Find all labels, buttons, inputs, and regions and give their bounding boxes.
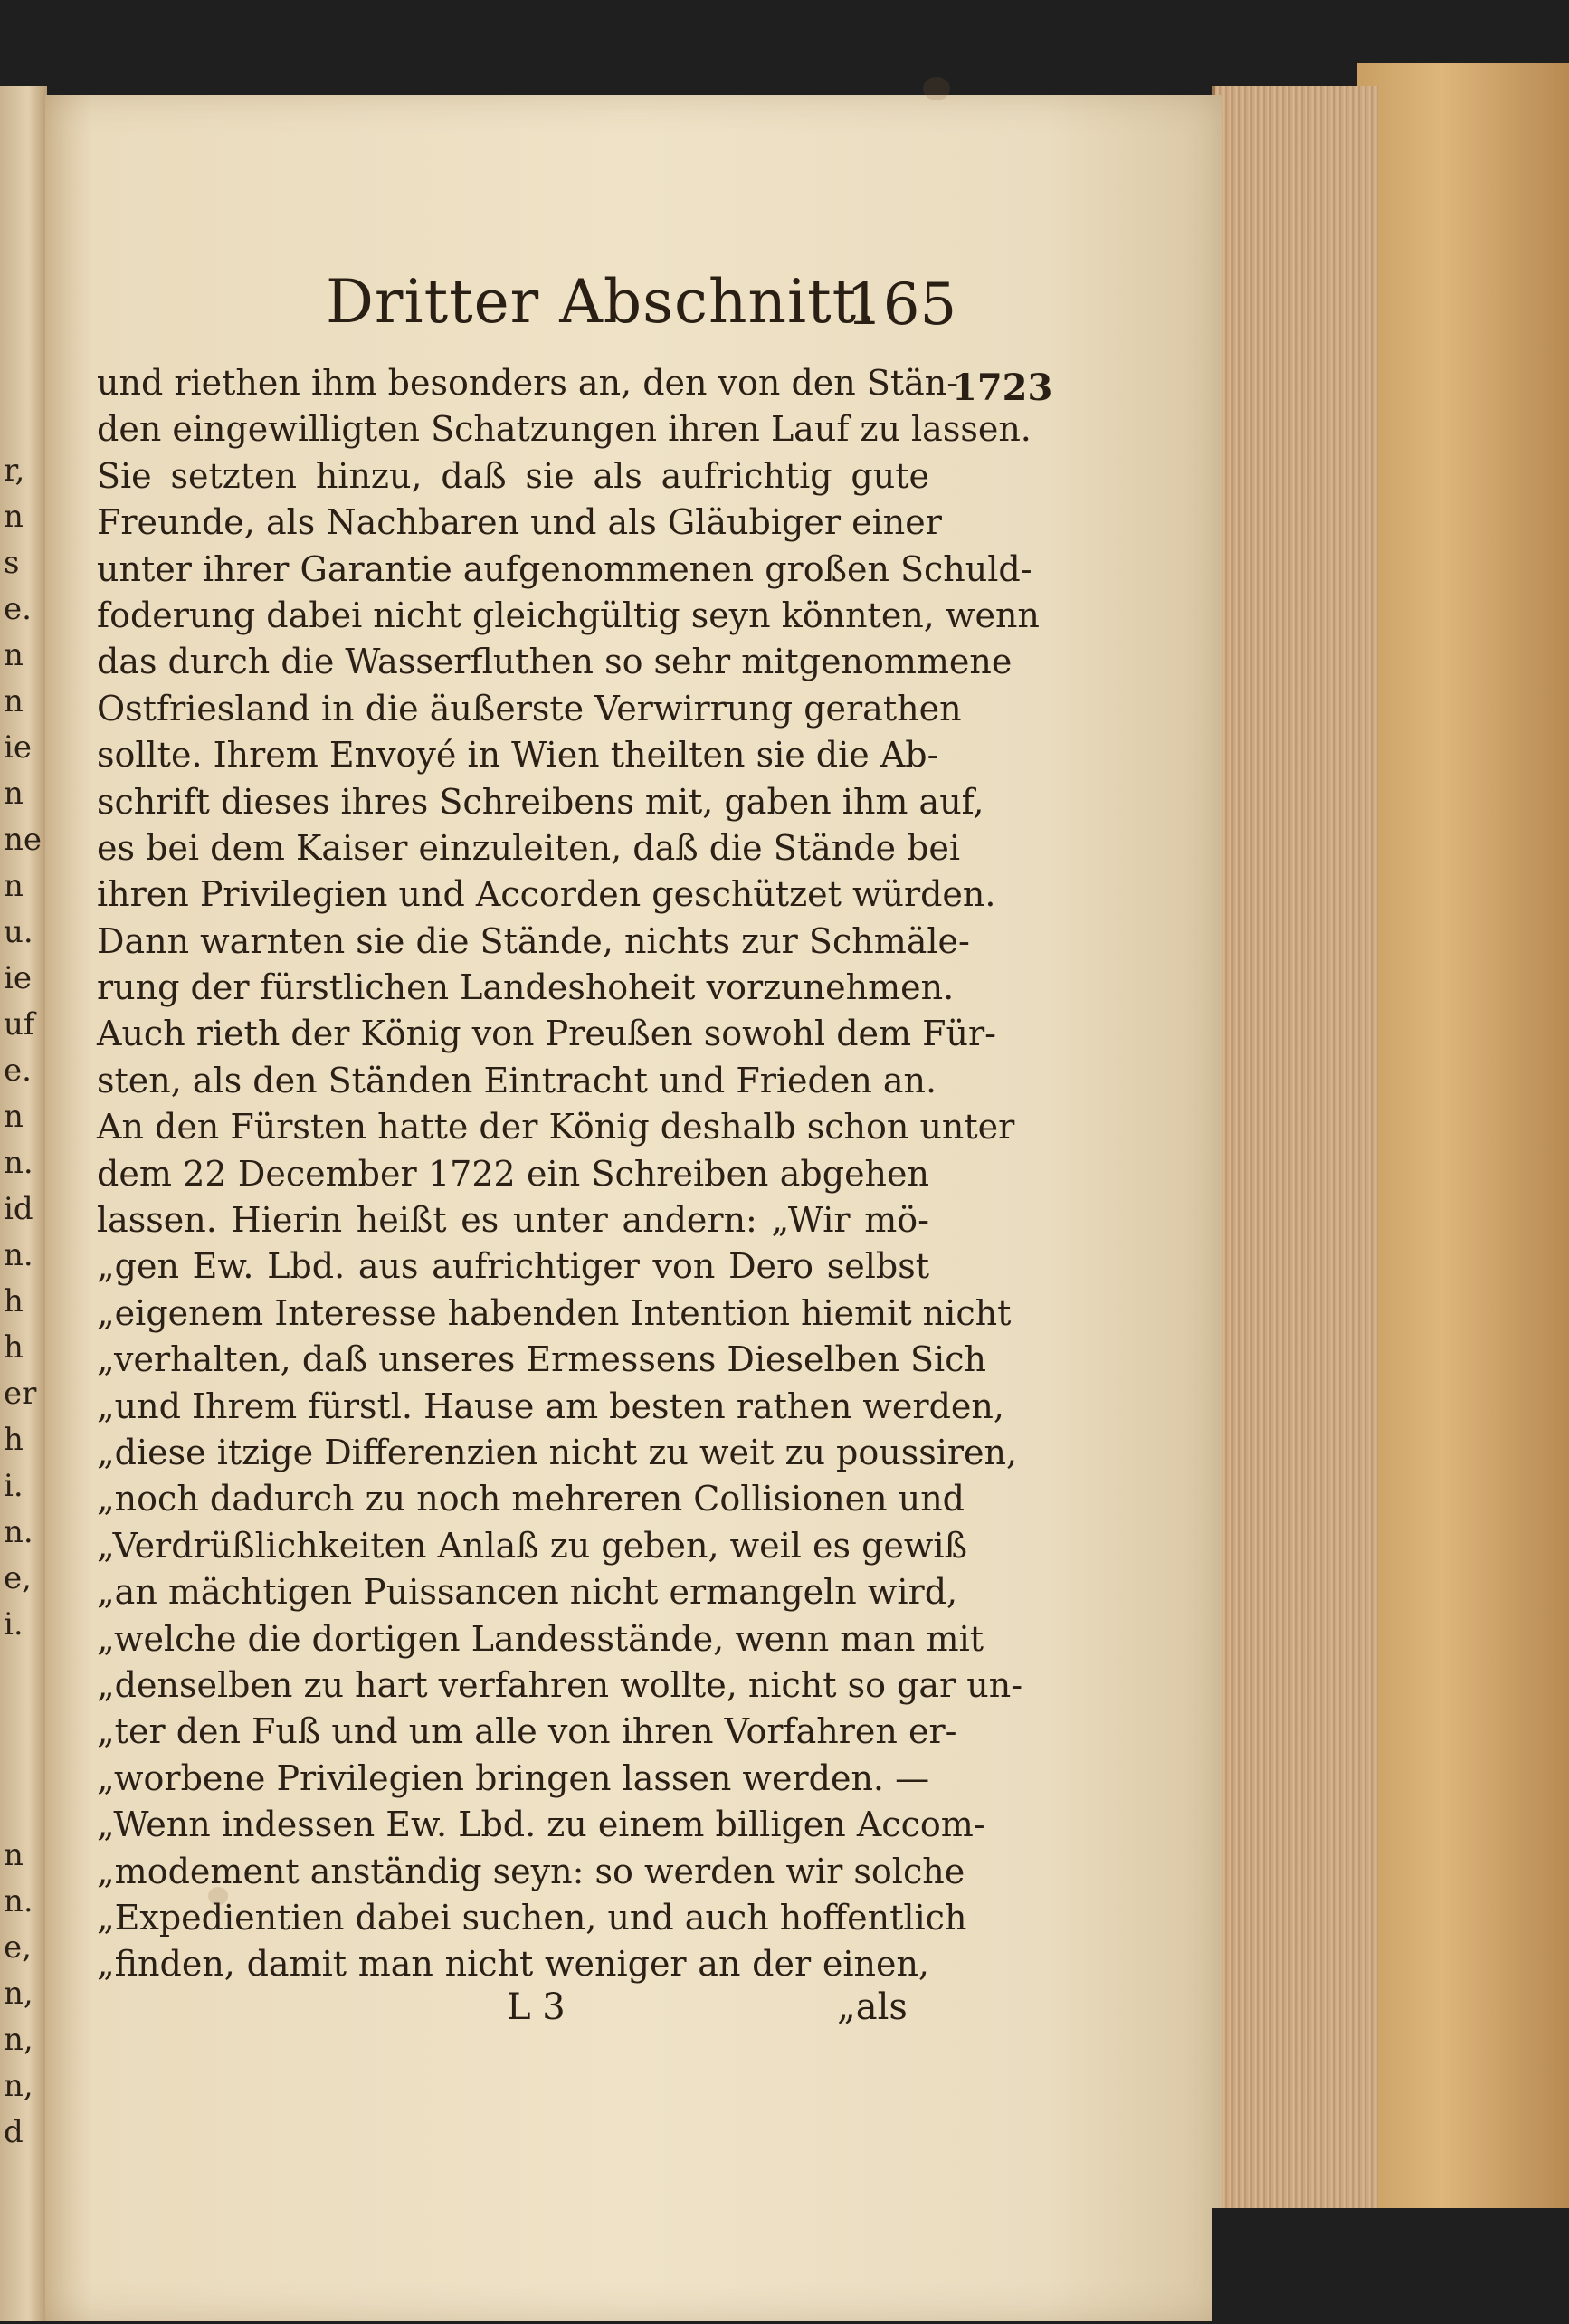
background-bottom: [1212, 2208, 1569, 2324]
text-line: schrift dieses ihres Schreibens mit, gaben ihm auf,: [97, 781, 984, 822]
text-line: den eingewilligten Schatzungen ihren Lauf zu lassen.: [97, 409, 1032, 450]
left-page-fragment: i.: [4, 1468, 24, 1504]
left-page-fragment: [4, 1648, 43, 1694]
text-line: das durch die Wasserfluthen so sehr mitgenommene: [97, 642, 1013, 682]
text-line: und riethen ihm besonders an, den von den Stän-: [97, 363, 959, 403]
text-line: Auch rieth der König von Preußen sowohl dem Für-: [97, 1014, 996, 1054]
text-line: foderung dabei nicht gleichgültig seyn könnten, wenn: [97, 595, 1040, 635]
left-page-text-fragments: [4, 448, 43, 2156]
left-page-fragment: r,: [4, 452, 25, 489]
left-page-fragment: h: [4, 1283, 24, 1319]
signature-mark: L 3: [507, 1986, 566, 2028]
left-page-fragment: ie: [4, 960, 32, 996]
left-page-fragment: n,: [4, 2022, 33, 2058]
text-line: „an mächtigen Puissancen nicht ermangeln wird,: [97, 1572, 958, 1613]
text-line: lassen. Hierin heißt es unter andern: „Wir mö-: [97, 1200, 929, 1241]
left-page-fragment: ie: [4, 729, 32, 766]
left-page-fragment: h: [4, 1329, 24, 1366]
running-header: Dritter Abschnitt.: [326, 267, 878, 337]
left-page-fragment: d: [4, 2114, 24, 2150]
left-page-fragment: [4, 1786, 43, 1833]
left-page-fragment: n,: [4, 2068, 33, 2104]
text-line: „Wenn indessen Ew. Lbd. zu einem billigen Accom-: [97, 1805, 985, 1845]
text-line: Sie setzten hinzu, daß sie als aufrichtig gute: [97, 455, 929, 496]
left-page-fragment: n: [4, 499, 24, 535]
text-line: Ostfriesland in die äußerste Verwirrung gerathen: [97, 688, 962, 729]
left-page-fragment: ne: [4, 822, 43, 858]
left-page-fragment: id: [4, 1191, 33, 1227]
book-cover-board: [1357, 63, 1569, 2235]
text-line: sten, als den Ständen Eintracht und Frieden an.: [97, 1060, 937, 1100]
left-page-fragment: n,: [4, 1976, 33, 2012]
left-page-fragment: e,: [4, 1929, 32, 1966]
left-page-fragment: n.: [4, 1514, 33, 1550]
paper-stain: [923, 77, 950, 100]
text-line: „noch dadurch zu noch mehreren Collisionen und: [97, 1479, 965, 1519]
catchword: „als: [837, 1986, 908, 2028]
text-line: „welche die dortigen Landesstände, wenn man mit: [97, 1618, 984, 1659]
left-page-fragment: n: [4, 1837, 24, 1873]
left-page-fragment: uf: [4, 1006, 35, 1043]
text-line: „denselben zu hart verfahren wollte, nicht so gar un-: [97, 1664, 1023, 1705]
left-page-fragment: u.: [4, 914, 33, 950]
left-page-fragment: n: [4, 776, 24, 812]
text-line: es bei dem Kaiser einzuleiten, daß die Stände bei: [97, 827, 961, 868]
left-page-fragment: e.: [4, 591, 32, 627]
left-page-fragment: n: [4, 637, 24, 673]
left-page-fragment: n: [4, 1099, 24, 1135]
left-page-fragment: n.: [4, 1145, 33, 1181]
left-page-fragment: n: [4, 683, 24, 719]
text-line: rung der fürstlichen Landeshoheit vorzunehmen.: [97, 967, 955, 1008]
text-line: dem 22 December 1722 ein Schreiben abgehen: [97, 1153, 929, 1194]
text-line: „diese itzige Differenzien nicht zu weit zu poussiren,: [97, 1432, 1018, 1472]
text-line: „eigenem Interesse habenden Intention hiemit nicht: [97, 1292, 1012, 1333]
left-page-sliver: [0, 86, 47, 2321]
text-line: unter ihrer Garantie aufgenommenen großen Schuld-: [97, 548, 1032, 589]
left-page-fragment: h: [4, 1422, 24, 1458]
margin-year-note: 1723: [952, 367, 1053, 409]
left-page-fragment: e,: [4, 1560, 32, 1596]
text-line: An den Fürsten hatte der König deshalb schon unter: [97, 1107, 1015, 1148]
text-line: „verhalten, daß unseres Ermessens Dieselben Sich: [97, 1339, 986, 1380]
text-line: Dann warnten sie die Stände, nichts zur Schmäle-: [97, 920, 970, 961]
page-stack-edge: [1212, 86, 1378, 2276]
text-line: „Expedientien dabei suchen, und auch hoffentlich: [97, 1897, 967, 1938]
left-page-fragment: n: [4, 868, 24, 904]
page-number: 165: [846, 271, 957, 338]
text-line: „finden, damit man nicht weniger an der einen,: [97, 1944, 929, 1985]
text-line: „gen Ew. Lbd. aus aufrichtiger von Dero selbst: [97, 1246, 929, 1287]
left-page-fragment: er: [4, 1376, 37, 1412]
text-line: „Verdrüßlichkeiten Anlaß zu geben, weil es gewiß: [97, 1525, 967, 1566]
text-line: sollte. Ihrem Envoyé in Wien theilten sie die Ab-: [97, 735, 939, 776]
text-line: ihren Privilegien und Accorden geschützet würden.: [97, 874, 996, 915]
text-line: „modement anständig seyn: so werden wir solche: [97, 1851, 965, 1891]
left-page-fragment: n.: [4, 1883, 33, 1919]
text-line: „ter den Fuß und um alle von ihren Vorfahren er-: [97, 1711, 957, 1752]
left-page-fragment: i.: [4, 1606, 24, 1643]
left-page-fragment: [4, 1694, 43, 1740]
left-page-fragment: e.: [4, 1052, 32, 1089]
left-page-fragment: n.: [4, 1237, 33, 1273]
left-page-fragment: s: [4, 545, 20, 581]
text-line: Freunde, als Nachbaren und als Gläubiger einer: [97, 502, 942, 543]
text-line: „worbene Privilegien bringen lassen werden. —: [97, 1757, 930, 1798]
left-page-fragment: [4, 1740, 43, 1786]
text-line: „und Ihrem fürstl. Hause am besten rathen werden,: [97, 1386, 1004, 1426]
